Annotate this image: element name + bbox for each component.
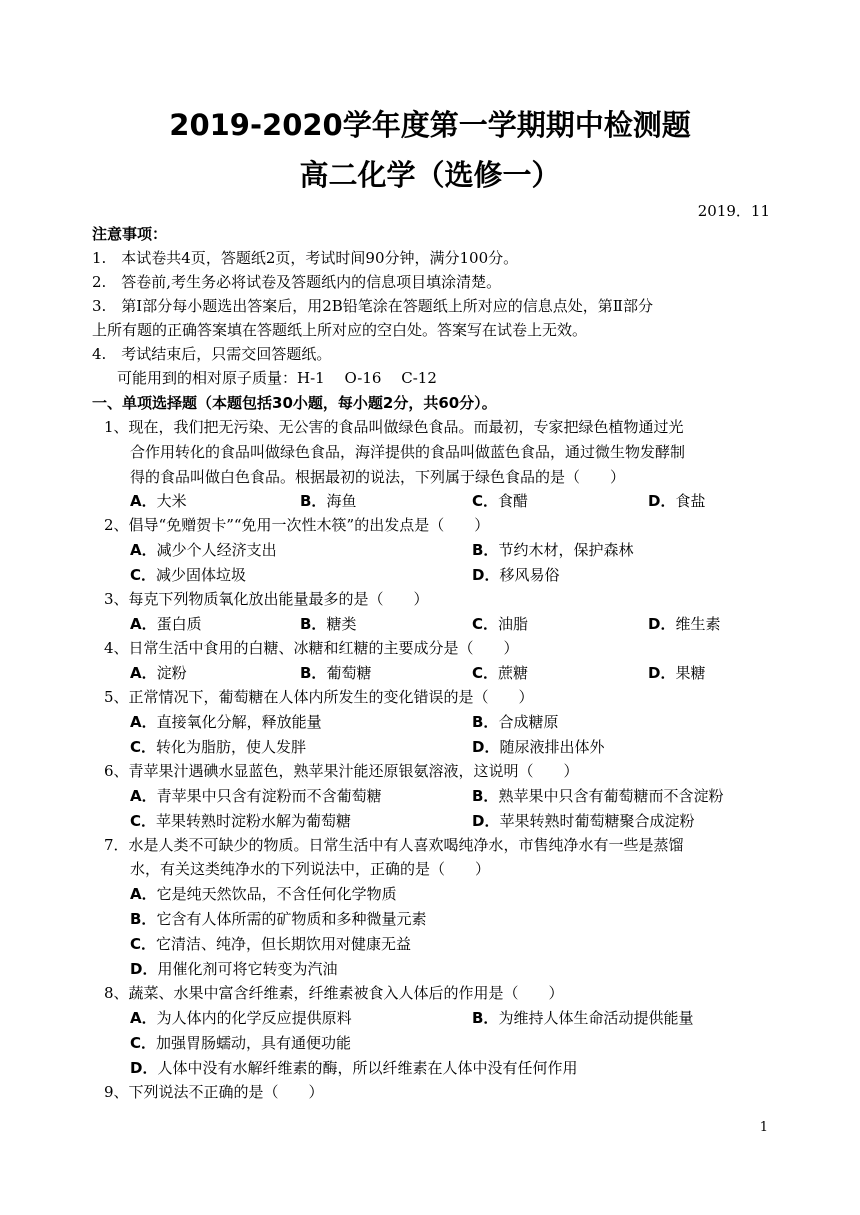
question-2-option-b: B．节约木材，保护森林 <box>472 541 634 559</box>
question-3-stem: 3、每克下列物质氧化放出能量最多的是（ ） <box>104 590 429 608</box>
notice-item: 上所有题的正确答案填在答题纸上所对应的空白处。答案写在试卷上无效。 <box>92 321 588 339</box>
question-5-stem: 5、正常情况下，葡萄糖在人体内所发生的变化错误的是（ ） <box>104 688 534 706</box>
question-1-stem: 合作用转化的食品叫做绿色食品，海洋提供的食品叫做蓝色食品，通过微生物发酵制 <box>130 443 686 461</box>
question-1-stem: 得的食品叫做白色食品。根据最初的说法，下列属于绿色食品的是（ ） <box>130 468 626 486</box>
question-4-stem: 4、日常生活中食用的白糖、冰糖和红糖的主要成分是（ ） <box>104 639 519 657</box>
question-6-option-d: D．苹果转熟时葡萄糖聚合成淀粉 <box>472 812 695 830</box>
notice-item: 3. 第Ⅰ部分每小题选出答案后，用2B铅笔涂在答题纸上所对应的信息点处，第Ⅱ部分 <box>92 297 654 315</box>
question-6-option-a: A．青苹果中只含有淀粉而不含葡萄糖 <box>130 787 382 805</box>
question-6-option-b: B．熟苹果中只含有葡萄糖而不含淀粉 <box>472 787 724 805</box>
question-1-option-d: D．食盐 <box>648 492 706 510</box>
question-1-stem: 1、现在，我们把无污染、无公害的食品叫做绿色食品。而最初，专家把绿色植物通过光 <box>104 418 684 436</box>
question-3-option-d: D．维生素 <box>648 615 721 633</box>
exam-date: 2019．11 <box>697 202 770 220</box>
atomic-mass-note: 可能用到的相对原子质量：H-1 O-16 C-12 <box>117 369 437 387</box>
question-1-option-a: A．大米 <box>130 492 187 510</box>
question-4-option-b: B．葡萄糖 <box>300 664 372 682</box>
question-4-option-c: C．蔗糖 <box>472 664 529 682</box>
question-1-option-c: C．食醋 <box>472 492 529 510</box>
notice-item: 1. 本试卷共4页，答题纸2页，考试时间90分钟，满分100分。 <box>92 249 519 267</box>
question-3-option-a: A．蛋白质 <box>130 615 202 633</box>
notice-item: 4. 考试结束后，只需交回答题纸。 <box>92 345 332 363</box>
question-8-option-d: D．人体中没有水解纤维素的酶，所以纤维素在人体中没有任何作用 <box>130 1059 578 1077</box>
exam-subtitle: 高二化学（选修一） <box>299 158 561 192</box>
question-7-option-c: C．它清洁、纯净，但长期饮用对健康无益 <box>130 935 412 953</box>
question-7-option-d: D．用催化剂可将它转变为汽油 <box>130 960 338 978</box>
section-heading: 一、单项选择题（本题包括30小题，每小题2分，共60分）。 <box>92 394 497 412</box>
question-5-option-c: C．转化为脂肪，使人发胖 <box>130 738 307 756</box>
question-1-option-b: B．海鱼 <box>300 492 357 510</box>
question-3-option-b: B．糖类 <box>300 615 357 633</box>
exam-title: 2019-2020学年度第一学期期中检测题 <box>169 108 691 142</box>
question-2-option-d: D．移风易俗 <box>472 566 560 584</box>
question-4-option-a: A．淀粉 <box>130 664 187 682</box>
question-9-stem: 9、下列说法不正确的是（ ） <box>104 1083 324 1101</box>
question-7-stem: 7．水是人类不可缺少的物质。日常生活中有人喜欢喝纯净水，市售纯净水有一些是蒸馏 <box>104 836 684 854</box>
question-2-option-a: A．减少个人经济支出 <box>130 541 277 559</box>
question-5-option-d: D．随尿液排出体外 <box>472 738 605 756</box>
question-7-stem: 水，有关这类纯净水的下列说法中，正确的是（ ） <box>130 860 491 878</box>
question-5-option-b: B．合成糖原 <box>472 713 559 731</box>
question-4-option-d: D．果糖 <box>648 664 706 682</box>
question-5-option-a: A．直接氧化分解，释放能量 <box>130 713 322 731</box>
question-8-option-a: A．为人体内的化学反应提供原料 <box>130 1009 352 1027</box>
question-8-option-b: B．为维持人体生命活动提供能量 <box>472 1009 694 1027</box>
page-number: 1 <box>759 1120 768 1135</box>
question-8-stem: 8、蔬菜、水果中富含纤维素，纤维素被食入人体后的作用是（ ） <box>104 984 564 1002</box>
question-2-stem: 2、倡导“免赠贺卡”“免用一次性木筷”的出发点是（ ） <box>104 516 490 534</box>
question-8-option-c: C．加强胃肠蠕动，具有通便功能 <box>130 1034 352 1052</box>
question-2-option-c: C．减少固体垃圾 <box>130 566 247 584</box>
question-7-option-a: A．它是纯天然饮品，不含任何化学物质 <box>130 885 397 903</box>
question-7-option-b: B．它含有人体所需的矿物质和多种微量元素 <box>130 910 427 928</box>
question-3-option-c: C．油脂 <box>472 615 529 633</box>
question-6-option-c: C．苹果转熟时淀粉水解为葡萄糖 <box>130 812 352 830</box>
question-6-stem: 6、青苹果汁遇碘水显蓝色，熟苹果汁能还原银氨溶液，这说明（ ） <box>104 762 579 780</box>
notice-heading: 注意事项： <box>92 225 168 243</box>
notice-item: 2. 答卷前,考生务必将试卷及答题纸内的信息项目填涂清楚。 <box>92 273 502 291</box>
